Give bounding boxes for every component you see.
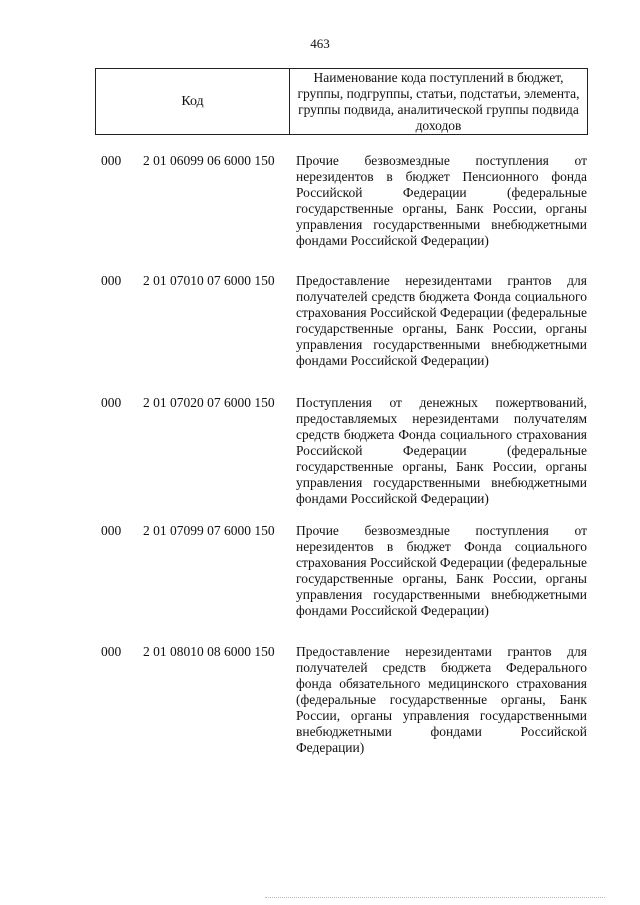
row-code: 2 01 08010 08 6000 150 — [143, 644, 275, 659]
row-code: 2 01 07020 07 6000 150 — [143, 395, 275, 410]
page-number: 463 — [310, 36, 330, 51]
table-row — [0, 273, 640, 395]
table-row — [0, 644, 640, 764]
table-row — [0, 395, 640, 523]
table-row — [0, 523, 640, 644]
row-code: 2 01 07010 07 6000 150 — [143, 273, 275, 288]
table-row — [0, 153, 640, 273]
row-code: 2 01 07099 07 6000 150 — [143, 523, 275, 538]
header-name-cell — [290, 69, 587, 134]
scan-edge-line — [265, 897, 605, 898]
row-prefix: 000 — [101, 273, 122, 288]
row-description: Предоставление нерезидентами грантов для получателей средств бюджета Федерального фонда обязательного медицинского страхования (федеральные государственные органы, Банк России, органы управления государственными внебюджетными фондами Российской Федерации) — [296, 644, 587, 755]
header-name-label: Наименование кода поступлений в бюджет, группы, подгруппы, статьи, подстатьи, элемента, группы подвида, аналитической группы подвида доходов — [297, 69, 580, 133]
row-description: Прочие безвозмездные поступления от нерезидентов в бюджет Пенсионного фонда Российской Федерации (федеральные государственные органы, Банк России, органы управления государственными внебюджетными фондами Российской Федерации) — [296, 153, 587, 248]
header-code-cell — [96, 69, 290, 134]
header-code-label: Код — [181, 93, 204, 109]
row-prefix: 000 — [101, 153, 122, 168]
row-description: Прочие безвозмездные поступления от нерезидентов в бюджет Фонда социального страхования Российской Федерации (федеральные государственные органы, Банк России, органы управления государственными внебюджетными фондами Российской Федерации) — [296, 523, 588, 618]
table-header — [95, 68, 588, 135]
row-description: Поступления от денежных пожертвований, предоставляемых нерезидентами получателям средств бюджета Фонда социального страхования Российской Федерации (федеральные государственные органы, Банк России, органы управления государственными внебюджетными фондами Российской Федерации) — [296, 395, 587, 506]
row-description: Предоставление нерезидентами грантов для получателей средств бюджета Фонда социального страхования Российской Федерации (федеральные государственные органы, Банк России, органы управления государственными внебюджетными фондами Российской Федерации) — [296, 273, 588, 368]
row-prefix: 000 — [101, 395, 122, 410]
table-body — [0, 153, 640, 764]
row-prefix: 000 — [101, 644, 122, 659]
row-code: 2 01 06099 06 6000 150 — [143, 153, 275, 168]
row-prefix: 000 — [101, 523, 122, 538]
